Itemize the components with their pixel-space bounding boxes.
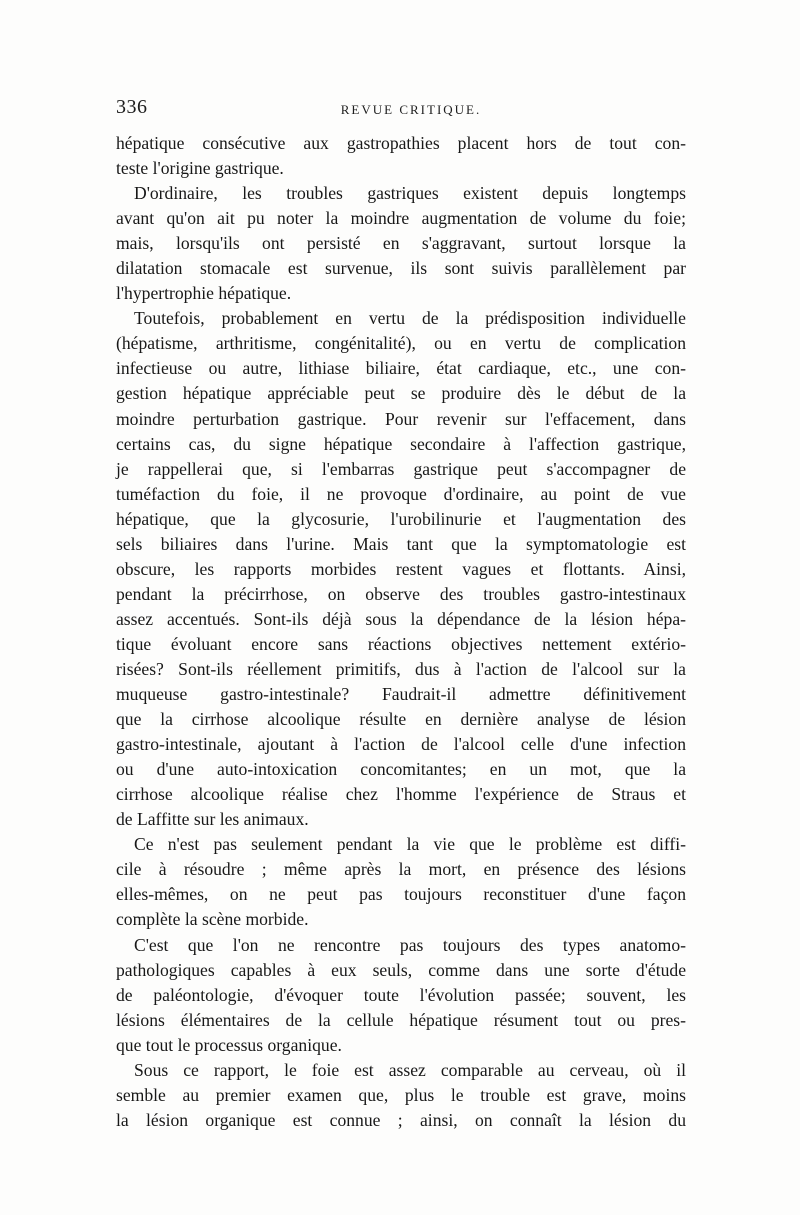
text-line: gestion hépatique appréciable peut se produire dès le début de la <box>116 383 686 404</box>
running-title: REVUE CRITIQUE. <box>340 102 482 117</box>
text-line: tique évoluant encore sans réactions objectives nettement extério- <box>116 633 686 654</box>
text-line: tuméfaction du foie, il ne provoque d'ordinaire, au point de vue <box>116 483 686 504</box>
text-line: assez accentués. Sont-ils déjà sous la dépendance de la lésion hépa- <box>116 608 686 629</box>
text-line: complète la scène morbide. <box>116 909 309 930</box>
text-line: de Laffitte sur les animaux. <box>116 809 309 830</box>
text-line: mais, lorsqu'ils ont persisté en s'aggravant, surtout lorsque la <box>116 233 686 254</box>
text-line: hépatique, que la glycosurie, l'urobilinurie et l'augmentation des <box>116 508 686 529</box>
body-text <box>116 131 686 1133</box>
text-line: dilatation stomacale est survenue, ils sont suivis parallèlement par <box>116 258 686 279</box>
text-line: elles-mêmes, on ne peut pas toujours reconstituer d'une façon <box>116 884 686 905</box>
text-line: muqueuse gastro-intestinale? Faudrait-il admettre définitivement <box>116 684 686 705</box>
text-line: obscure, les rapports morbides restent vagues et flottants. Ainsi, <box>116 558 686 579</box>
text-line: Toutefois, probablement en vertu de la prédisposition individuelle <box>134 308 686 329</box>
text-line: infectieuse ou autre, lithiase biliaire, état cardiaque, etc., une con- <box>116 358 686 379</box>
page-number: 336 <box>116 96 148 118</box>
text-line: de paléontologie, d'évoquer toute l'évolution passée; souvent, les <box>116 984 686 1005</box>
text-line: sels biliaires dans l'urine. Mais tant que la symptomatologie est <box>116 533 686 554</box>
text-line: Sous ce rapport, le foie est assez comparable au cerveau, où il <box>134 1059 686 1080</box>
text-line: C'est que l'on ne rencontre pas toujours des types anatomo- <box>134 934 686 955</box>
text-line: certains cas, du signe hépatique secondaire à l'affection gastrique, <box>116 433 686 454</box>
page-header <box>116 96 686 126</box>
text-line: que la cirrhose alcoolique résulte en dernière analyse de lésion <box>116 709 686 730</box>
text-line: pathologiques capables à eux seuls, comme dans une sorte d'étude <box>116 959 686 980</box>
text-line: D'ordinaire, les troubles gastriques existent depuis longtemps <box>134 183 686 204</box>
text-line: avant qu'on ait pu noter la moindre augmentation de volume du foie; <box>116 208 686 229</box>
text-line: Ce n'est pas seulement pendant la vie que le problème est diffi- <box>134 834 686 855</box>
text-line: pendant la précirrhose, on observe des troubles gastro-intestinaux <box>116 583 686 604</box>
text-line: cirrhose alcoolique réalise chez l'homme l'expérience de Straus et <box>116 784 686 805</box>
text-line: risées? Sont-ils réellement primitifs, dus à l'action de l'alcool sur la <box>116 658 686 679</box>
text-line: teste l'origine gastrique. <box>116 158 284 179</box>
text-line: hépatique consécutive aux gastropathies placent hors de tout con- <box>116 133 686 153</box>
text-line: cile à résoudre ; même après la mort, en présence des lésions <box>116 859 686 880</box>
text-line: la lésion organique est connue ; ainsi, on connaît la lésion du <box>116 1109 686 1130</box>
text-line: que tout le processus organique. <box>116 1034 342 1055</box>
text-line: semble au premier examen que, plus le trouble est grave, moins <box>116 1084 686 1105</box>
text-line: lésions élémentaires de la cellule hépatique résument tout ou pres- <box>116 1009 686 1030</box>
text-line: je rappellerai que, si l'embarras gastrique peut s'accompagner de <box>116 458 686 479</box>
text-line: gastro-intestinale, ajoutant à l'action de l'alcool celle d'une infection <box>116 734 686 755</box>
text-line: (hépatisme, arthritisme, congénitalité), ou en vertu de complication <box>116 333 686 354</box>
text-line: l'hypertrophie hépatique. <box>116 283 292 304</box>
text-line: moindre perturbation gastrique. Pour revenir sur l'effacement, dans <box>116 408 686 429</box>
text-line: ou d'une auto-intoxication concomitantes; en un mot, que la <box>116 759 686 780</box>
